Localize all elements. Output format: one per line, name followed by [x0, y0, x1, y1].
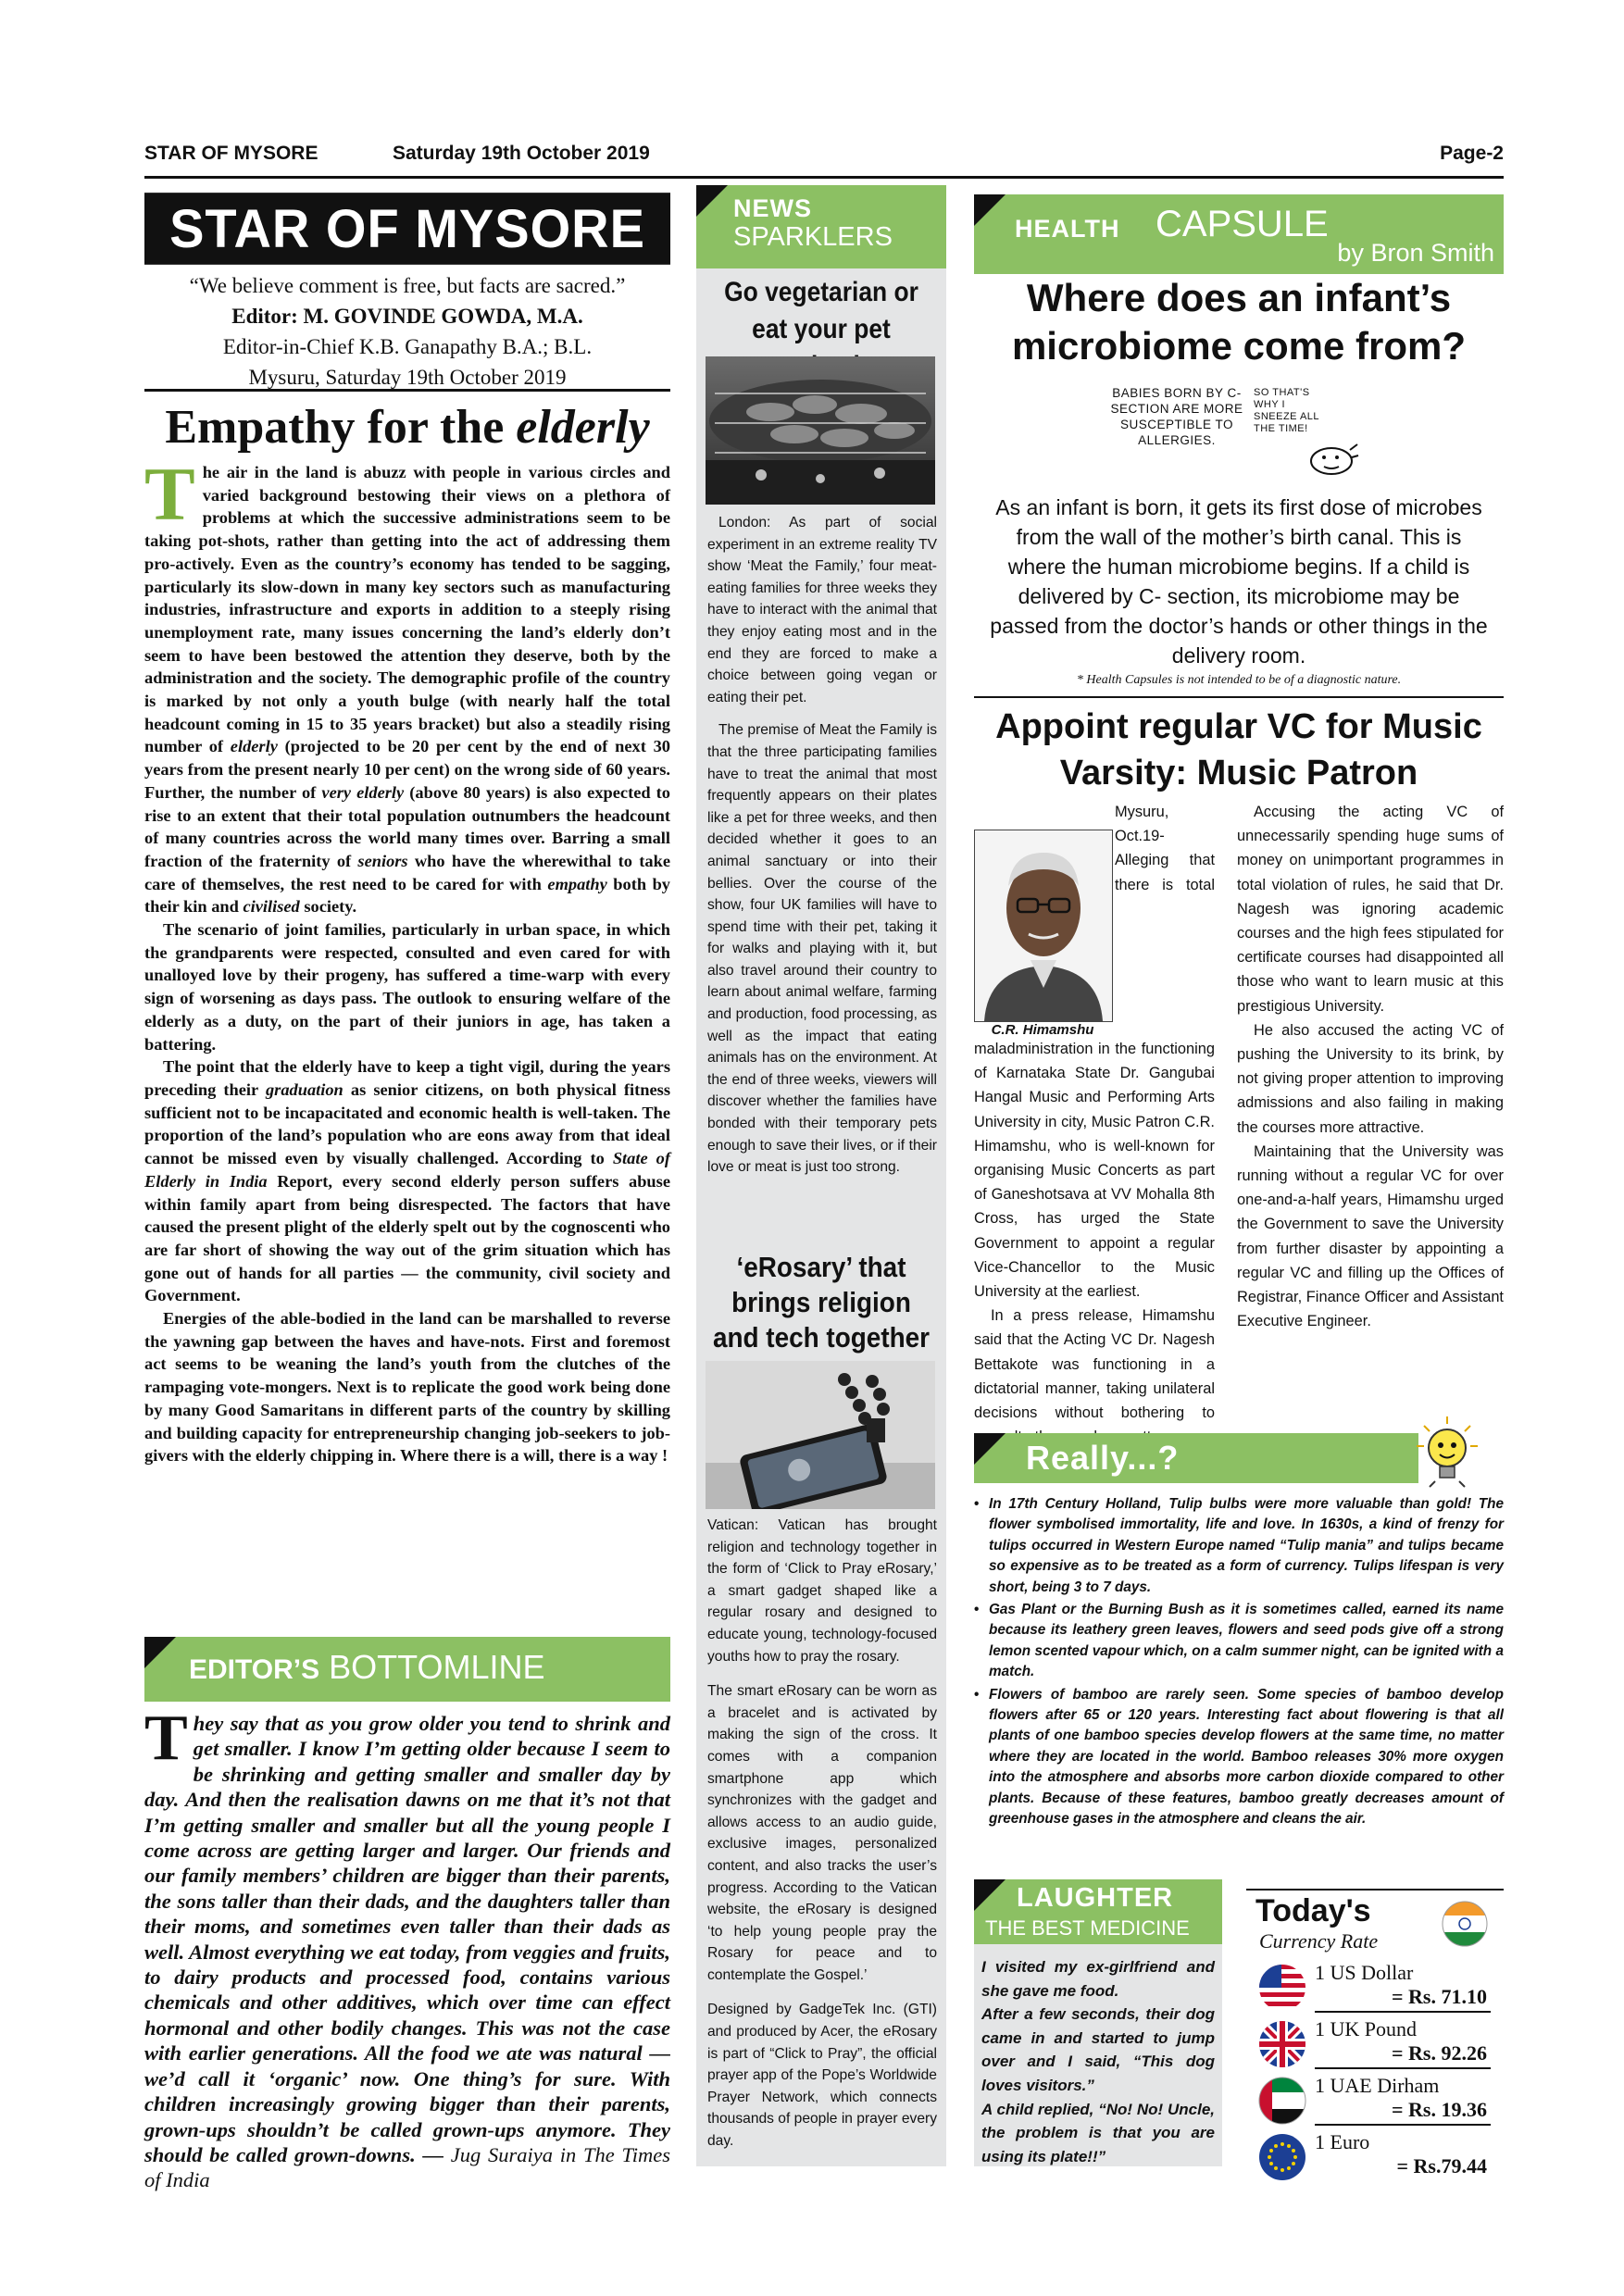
masthead-motto: “We believe comment is free, but facts are sacred.” [189, 274, 626, 297]
masthead-dateline: Mysuru, Saturday 19th October 2019 [248, 366, 567, 389]
currency-underline [1315, 2124, 1491, 2126]
editorial-paragraph: Energies of the able-bodied in the land can be marshalled to reverse the yawning gap between the haves and have-nots. First and foremost act seems to be weaning the land’s youth from the clutches of the rampaging vote-mongers. Next is to replicate the good work being done by many Good Samaritans in different parts of the country by skilling and building capacity for entrepreneurship changing job-seekers to job-givers with the elderly chipping in. Where there is a will, there is a way ! [144, 1309, 670, 1466]
editorial-text: society. [299, 897, 357, 917]
editorial-text: who have the wherewithal to take care of themselves, the rest need to be cared for with [144, 851, 670, 893]
music-article-column-2 [1237, 800, 1504, 1333]
uk-flag-icon [1257, 2019, 1307, 2069]
editorial-body [144, 452, 671, 1467]
erosary-photo [706, 1361, 935, 1509]
sparkler-story-vegetarian [707, 512, 937, 1190]
laughter-label-bottom: THE BEST MEDICINE [985, 1916, 1190, 1940]
health-cartoon [1107, 380, 1385, 481]
really-header [974, 1433, 1418, 1483]
currency-subtitle: Currency Rate [1259, 1929, 1379, 1953]
health-capsule-body: As an infant is born, it gets its first dose of microbes from the wall of the mother’s birth canal. This is where the human microbiome begins. If a child is delivered by C- section, its microbiome may be passed from the doctor’s hands or other things in the delivery room. [990, 495, 1488, 668]
corner-wedge [144, 1637, 176, 1668]
editorial-italic: State of Elderly in India [144, 1149, 670, 1191]
header-date: Saturday 19th October 2019 [393, 143, 650, 164]
photo-caption: C.R. Himamshu [991, 1022, 1094, 1038]
cartoon-caption-left: BABIES BORN BY C-SECTION ARE MORE SUSCEPTIBLE TO ALLERGIES. [1110, 386, 1243, 447]
eu-flag-icon [1257, 2132, 1307, 2182]
editorial-text: as senior citizens, on both physical fitness sufficient not to be incapacitated and economic health is well-taken. The proportion of the land’s population who are eons away from that ideal cannot be missed even by visually challenged. According to [144, 1079, 670, 1168]
editorial-dropcap: T [144, 452, 195, 536]
header-page-number: Page-2 [1440, 143, 1504, 164]
editorial-title-main: Empathy for the [165, 401, 517, 454]
bottomline-label-light: BOTTOMLINE [319, 1648, 545, 1686]
currency-value: = Rs. 71.10 [1392, 1985, 1487, 2008]
bottomline-label [189, 1648, 545, 1687]
sparkler-story-erosary [707, 1515, 937, 2165]
masthead-editor-in-chief: Editor-in-Chief K.B. Ganapathy B.A.; B.L. [222, 335, 593, 358]
currency-row-gbp [1252, 2017, 1494, 2071]
currency-name: 1 US Dollar [1315, 1961, 1414, 1984]
health-capsule-label-light: CAPSULE [1156, 204, 1329, 244]
masthead-divider [144, 389, 670, 392]
cartoon-caption-right: SO THAT'S WHY I SNEEZE ALL THE TIME! [1254, 387, 1319, 434]
joke-line: A child replied, “No! No! Uncle, the problem is that you are using its plate!!” [981, 2100, 1215, 2165]
editorial-italic: civilised [243, 897, 300, 917]
really-fact-item: • Gas Plant or the Burning Bush as it is sometimes called, earned its name because its leathery green leaves, flowers and seed pods give off a strong lemon scented vapour which, on a calm summer night, can be ignited with a match. [974, 1600, 1504, 1683]
india-flag-icon [1441, 1900, 1489, 1948]
health-capsule-disclaimer: * Health Capsules is not intended to be of a diagnostic nature. [1076, 673, 1402, 687]
editorial-text: The point that the elderly have to keep a tight vigil, during the years preceding their [144, 1057, 670, 1099]
bottomline-credit: Jug Suraiya in The Times of India [144, 2142, 670, 2192]
corner-wedge [974, 1433, 1006, 1465]
editorial-paragraph [144, 1055, 670, 1307]
editorial-text: he air in the land is abuzz with people in various circles and varied background bestowing their views on a plethora of problems at which the successive administrations seem to be taking pot-shots, rather than getting into the act of addressing them pro-actively. Even as the country’s economy has tended to be sagging, particularly its slow-down in many key sectors such as manufacturing industries, infrastructure and exports in addition to a steeply rising unemployment rate, many issues concerning the land’s elderly don’t seem to have been bestowed the attention they deserve, both by the administration and the society. The demographic profile of the country is marked by not only a youth bulge (with nearly half the total headcount coming in 15 to 35 years bracket) but also a steadily rising number of [144, 463, 670, 756]
currency-underline [1315, 2011, 1491, 2013]
sparkler-paragraph: The premise of Meat the Family is that the three participating families have to treat the animal that most frequently appears on their plates like a pet for three weeks, and then decided whether it goes to an animal sanctuary or into their bellies. Over the course of the show, four UK families will have to spend time with their pet, taking it for walks and playing with it, but also travel around their country to learn about animal welfare, farming and production, food processing, as well as the impact that eating animals has on the environment. At the end of three weeks, viewers will discover whether the families have bonded with their temporary pets enough to save their lives, or if their love or meat is just too strong. [707, 722, 937, 1176]
editorial-paragraph [144, 452, 671, 918]
music-paragraph: He also accused the acting VC of pushing the University to its brink, by not giving proper attention to improving admissions and also failing in making the courses more attractive. [1237, 1021, 1504, 1136]
news-sparklers-header [696, 185, 946, 268]
sparkler-paragraph: Designed by GadgeTek Inc. (GTI) and produced by Acer, the eRosary is part of “Click to Pray”, the official prayer app of the Pope’s Worldwide Prayer Network, which connects thousands of people in prayer every day. [707, 2002, 937, 2150]
health-capsule-title: Where does an infant’s microbiome come from? [1011, 276, 1467, 368]
editorial-text: both by their kin and [144, 874, 671, 917]
sparkler-paragraph: The smart eRosary can be worn as a bracelet and is activated by making the sign of the cross. It comes with a companion smartphone app which synchronizes with the gadget and allows access to an audio guide, exclusive images, personalized content, and also tracks the user’s progress. According to the Vatican website, the eRosary is designed ‘to help young people pray the Rosary for peace and to contemplate the Gospel.’ [707, 1683, 937, 1983]
health-capsule-byline: by Bron Smith [1337, 239, 1494, 267]
sparkler-headline-erosary: ‘eRosary’ that brings religion and tech together [712, 1251, 931, 1354]
lightbulb-icon [1415, 1415, 1480, 1489]
sparkler-headline-vegetarian: Go vegetarian or eat your pet [724, 277, 918, 344]
editorial-italic: very elderly [321, 782, 405, 802]
currency-row-aed [1252, 2074, 1494, 2128]
joke-line: I visited my ex-girlfriend and she gave me food. [981, 1958, 1215, 2000]
bottomline-dropcap: T [144, 1703, 188, 1774]
uae-flag-icon [1257, 2076, 1307, 2126]
currency-name: 1 Euro [1315, 2130, 1370, 2153]
bottomline-header [144, 1637, 670, 1702]
laughter-label-top: LAUGHTER [1017, 1883, 1174, 1913]
really-fact-item: • In 17th Century Holland, Tulip bulbs were more valuable than gold! The flower symbolised immortality, life and love. In 1630s, a kind of frenzy for tulips occurred in Western Europe named “Tulip mania” and tulips became so expensive as to be treated as a form of currency. Tulips lifespan is very short, being 3 to 7 days. [974, 1494, 1504, 1598]
editorial-text: Report, every second elderly person suffers abuse within family apart from being disrespected. The factors that have caused the present plight of the elderly spelt out by the cognoscenti who are far short of showing the way out of the grim situation which has gone out of hands for all parties — the community, civil society and Government. [144, 1171, 670, 1305]
currency-underline [1315, 2067, 1491, 2069]
corner-wedge [974, 194, 1006, 226]
editorial-text: (projected to be 20 per cent by the end of next 30 years from the present nearly 10 per cent) on the wrong side of 60 years. Further, the number of [144, 737, 670, 802]
sparkler-paragraph: London: As part of social experiment in an extreme reality TV show ‘Meat the Family,’ four meat-eating families for three weeks they have to interact with the animal that they enjoy eating most and in the end they are forced to make a choice between going vegan or eating their pet. [707, 515, 937, 705]
editorial-italic: elderly [230, 737, 278, 756]
news-sparklers-label-top: NEWS [733, 194, 812, 222]
masthead-logo: STAR OF MYSORE [144, 193, 670, 265]
health-capsule-label-bold: HEALTH [1015, 215, 1120, 243]
music-paragraph: In a press release, Himamshu said that the Acting VC Dr. Nagesh Bettakote was functioning in a dictatorial manner, taking unilateral decisions without bothering to [974, 1307, 1215, 1422]
health-capsule-header [974, 194, 1504, 274]
bottomline-label-bold: EDITOR’S [189, 1654, 320, 1685]
editorial-title-emphasis: elderly [516, 401, 650, 454]
laughter-joke [981, 1955, 1215, 2168]
news-sparklers-label-bottom: SPARKLERS [733, 222, 893, 252]
music-paragraph: Maintaining that the University was running without a regular VC for over one-and-a-half years, Himamshu urged the Government to save the University from further disaster by appointing a regular VC and filling up the Offices of Registrar, Finance Officer and Assistant Executive Engineer. [1237, 1142, 1504, 1330]
page-header [144, 139, 1504, 179]
really-label: Really...? [1026, 1439, 1180, 1477]
currency-value: = Rs. 92.26 [1392, 2041, 1487, 2065]
editorial-italic: empathy [547, 874, 607, 893]
really-facts-list [974, 1494, 1504, 1832]
currency-row-eur [1252, 2130, 1494, 2184]
himamshu-photo [974, 830, 1113, 1022]
editorial-italic: graduation [265, 1079, 344, 1099]
currency-row-usd [1252, 1961, 1494, 2015]
us-flag-icon [1257, 1963, 1307, 2013]
music-article-title: Appoint regular VC for Music Varsity: Music Patron [995, 707, 1482, 792]
music-paragraph: Accusing the acting VC of unnecessarily spending huge sums of money on unimportant programmes in total violation of rules, he said that Dr. Nagesh was ignoring academic courses and the high fees stipulated for certificate courses had disappointed all those who want to learn music at this prestigious University. [1237, 804, 1504, 1015]
header-paper-name: STAR OF MYSORE [144, 143, 319, 164]
laughter-header [974, 1879, 1222, 1944]
corner-wedge [974, 1879, 1006, 1911]
baby-sneeze-icon [1304, 439, 1359, 476]
currency-title: Today's [1255, 1893, 1371, 1928]
currency-name: 1 UAE Dirham [1315, 2074, 1440, 2097]
health-divider [974, 696, 1504, 698]
currency-value: = Rs. 19.36 [1392, 2098, 1487, 2121]
bottomline-text: hey say that as you grow older you tend to shrink and get smaller. I know I’m getting older because I seem to be shrinking and getting smaller and smaller day by day. And then the realisation dawns on me that it’s not that I’m getting smaller and smaller but all the young people I come across are getting larger and larger. Our friends and our family members’ children are bigger than their parents, the sons taller than their dads, and the daughters taller than their moms, and sometimes even taller than their dads as well. Almost everything we eat today, from veggies and fruits, to dairy products and processed food, contains various chemicals and other additives, which over time can effect hormonal and other bodily changes. This was not the case with earlier generations. All the food we ate was natural — we’d call it ‘organic’ now. One thing’s for sure. With children increasingly growing bigger than their parents, grown-ups shouldn’t be called grown-ups anymore. They should be called grown-downs. — [144, 1712, 670, 2166]
corner-wedge [696, 185, 728, 217]
joke-line: After a few seconds, their dog came in and started to jump over and I said, “This dog loves visitors.” [981, 2005, 1215, 2094]
editorial-title [144, 398, 670, 457]
editorial-italic: seniors [357, 851, 408, 870]
really-fact-item: • Flowers of bamboo are rarely seen. Some species of bamboo develop flowers after 65 or 120 years. Interesting fact about flowering is that all plants of one bamboo species develop flowers at the same time, no matter where they are located in the world. Bamboo releases 30% more oxygen into the atmosphere and absorbs more carbon dioxide compared to other plants. Because of these features, bamboo greatly decreases amount of greenhouse gases in the atmosphere and cleans the air. [974, 1685, 1504, 1830]
currency-value: = Rs.79.44 [1396, 2154, 1487, 2177]
bottomline-body [144, 1703, 670, 2193]
masthead-info [144, 270, 670, 393]
sparkler-paragraph: Vatican: Vatican has brought religion and technology together in the form of ‘Click to Pray eRosary,’ a smart gadget shaped like a regular rosary and designed to educate young, technology-focused youths how to pray the rosary. [707, 1517, 937, 1665]
editorial-text: (above 80 years) is also expected to rise to an extent that their total population outnumbers the headcount of many countries across the world many times over. Barring a small fraction of the fraternity of [144, 782, 670, 870]
editorial-paragraph: The scenario of joint families, particularly in urban space, in which the grandparents were respected, consulted and even cared for with unalloyed love by their progeny, has suffered a time-warp with every sign of worsening as days pass. The outlook to ensuring welfare of the elderly as a duty, on the part of their juniors in age, has taken a battering. [144, 920, 670, 1054]
music-paragraph: Mysuru, Oct.19- Alleging that there is total maladministration in the functioning of Karnataka State Dr. Gangubai Hangal Music and Performing Arts University in city, Music Patron C.R. Himamshu, who is well-known for organising Music Concerts as part of Ganeshotsava at VV Mohalla 8th Cross, has urged the State Government to appoint a regular Vice-Chancellor to the Music University at the earliest. [974, 804, 1215, 1301]
currency-name: 1 UK Pound [1315, 2017, 1418, 2040]
barbecue-photo [706, 356, 935, 505]
masthead-editor: Editor: M. GOVINDE GOWDA, M.A. [231, 305, 583, 328]
